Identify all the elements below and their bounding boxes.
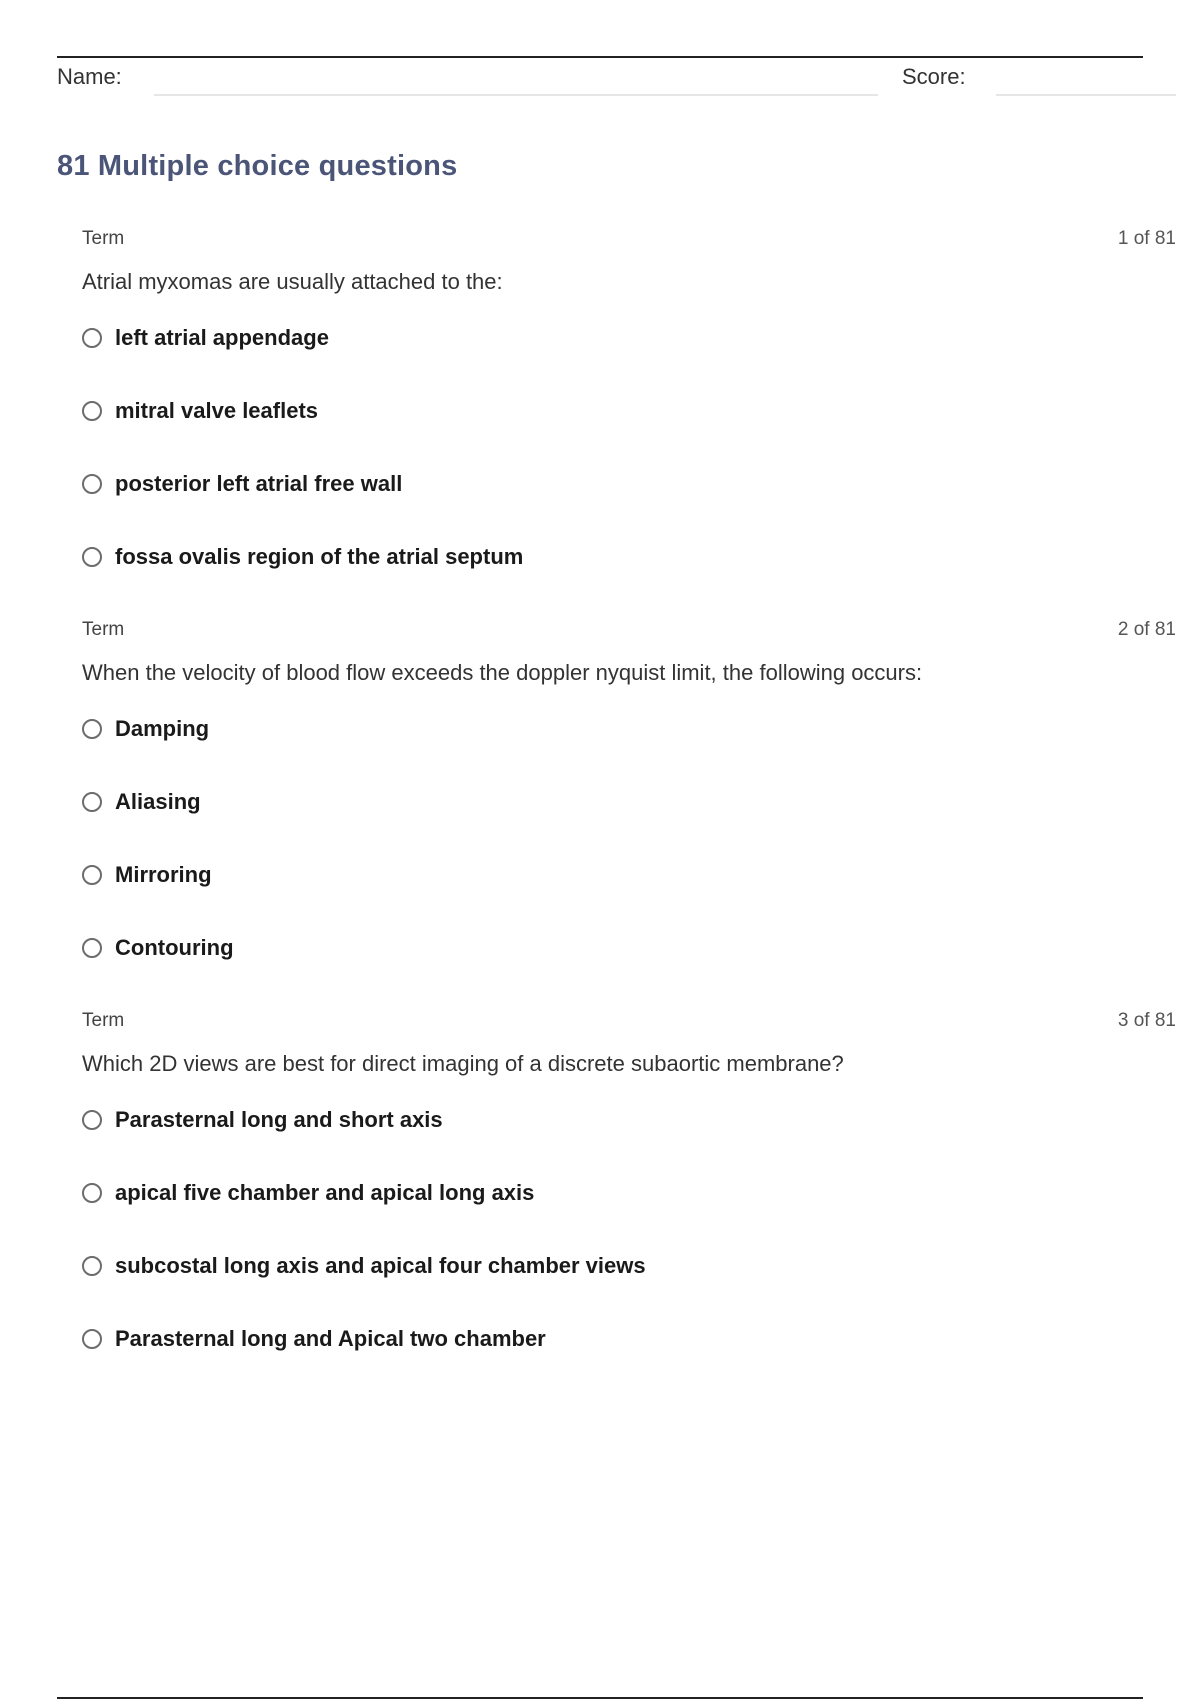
term-label: Term	[82, 1010, 125, 1031]
name-label: Name:	[57, 64, 122, 89]
page-title: 81 Multiple choice questions	[57, 150, 458, 182]
question-counter: 3 of 81	[1117, 1010, 1176, 1031]
option-label: Parasternal long and short axis	[115, 1107, 443, 1132]
radio-button[interactable]	[82, 547, 102, 567]
answer-option[interactable]	[82, 544, 1176, 570]
answer-options	[82, 1107, 1176, 1352]
option-label: posterior left atrial free wall	[115, 471, 403, 496]
radio-button[interactable]	[82, 1183, 102, 1203]
answer-option[interactable]	[82, 471, 1176, 497]
name-field-line[interactable]	[154, 94, 878, 96]
answer-options	[82, 325, 1176, 570]
radio-button[interactable]	[82, 1110, 102, 1130]
question-2	[82, 619, 1176, 1008]
question-text: When the velocity of blood flow exceeds the doppler nyquist limit, the following occurs:	[82, 660, 923, 685]
option-label: Aliasing	[115, 789, 201, 814]
option-label: fossa ovalis region of the atrial septum	[115, 544, 524, 569]
option-label: Parasternal long and Apical two chamber	[115, 1326, 546, 1351]
option-label: apical five chamber and apical long axis	[115, 1180, 535, 1205]
term-label: Term	[82, 228, 125, 249]
question-text: Atrial myxomas are usually attached to the:	[82, 269, 503, 294]
radio-button[interactable]	[82, 474, 102, 494]
radio-button[interactable]	[82, 1329, 102, 1349]
answer-option[interactable]	[82, 716, 1176, 742]
option-label: Damping	[115, 716, 210, 741]
radio-button[interactable]	[82, 719, 102, 739]
question-counter: 1 of 81	[1117, 228, 1176, 249]
question-counter: 2 of 81	[1117, 619, 1176, 640]
bottom-rule	[57, 1697, 1143, 1699]
option-label: Contouring	[115, 935, 234, 960]
radio-button[interactable]	[82, 865, 102, 885]
question-1	[82, 228, 1176, 617]
option-label: Mirroring	[115, 862, 212, 887]
answer-option[interactable]	[82, 1326, 1176, 1352]
radio-button[interactable]	[82, 401, 102, 421]
answer-option[interactable]	[82, 1107, 1176, 1133]
answer-option[interactable]	[82, 1180, 1176, 1206]
answer-options	[82, 716, 1176, 961]
answer-option[interactable]	[82, 935, 1176, 961]
question-3	[82, 1010, 1176, 1399]
option-label: left atrial appendage	[115, 325, 329, 350]
question-text: Which 2D views are best for direct imaging of a discrete subaortic membrane?	[82, 1051, 844, 1076]
top-rule	[57, 56, 1143, 58]
radio-button[interactable]	[82, 1256, 102, 1276]
answer-option[interactable]	[82, 862, 1176, 888]
radio-button[interactable]	[82, 792, 102, 812]
score-label: Score:	[902, 64, 966, 89]
radio-button[interactable]	[82, 328, 102, 348]
answer-option[interactable]	[82, 1253, 1176, 1279]
option-label: mitral valve leaflets	[115, 398, 319, 423]
answer-option[interactable]	[82, 325, 1176, 351]
term-label: Term	[82, 619, 125, 640]
score-field-line[interactable]	[996, 94, 1176, 96]
answer-option[interactable]	[82, 789, 1176, 815]
option-label: subcostal long axis and apical four chamber views	[115, 1253, 646, 1278]
answer-option[interactable]	[82, 398, 1176, 424]
radio-button[interactable]	[82, 938, 102, 958]
